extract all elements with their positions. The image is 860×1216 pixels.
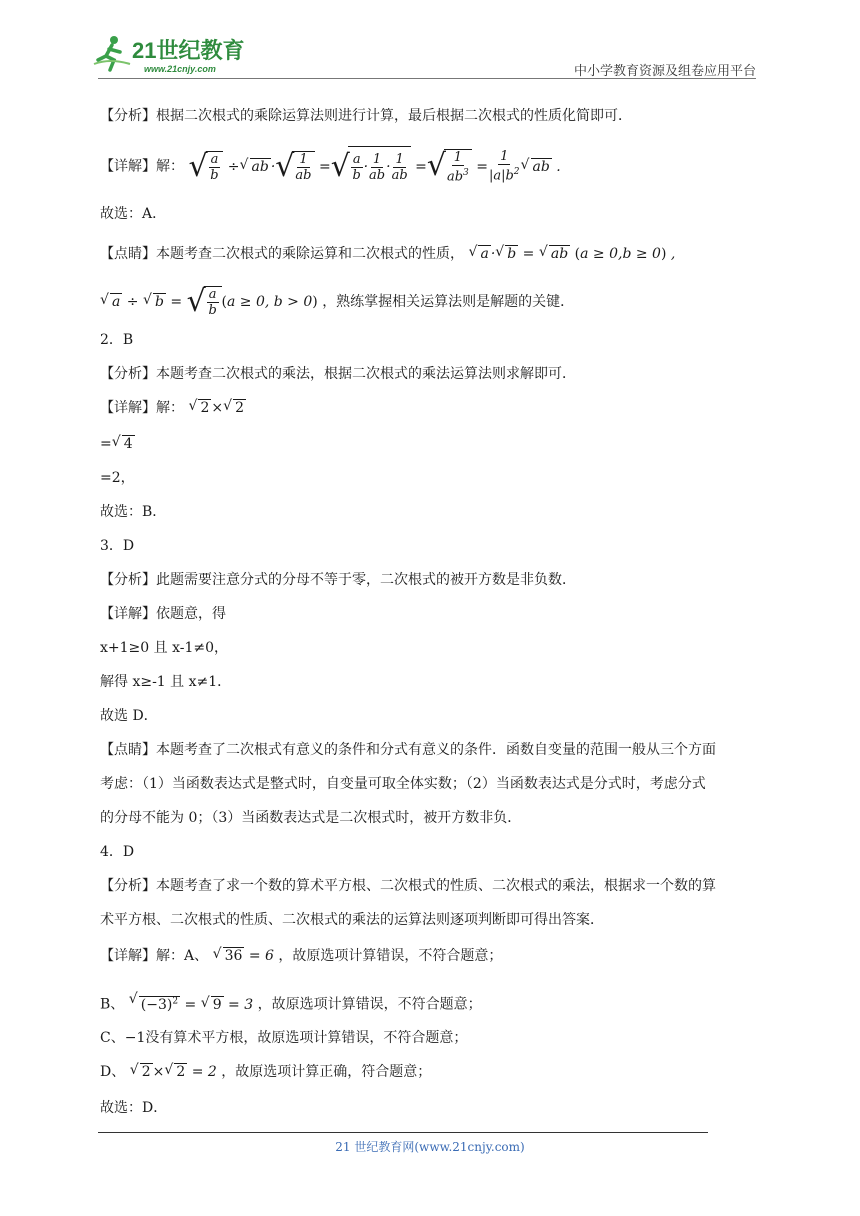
comment-text: 【点睛】本题考查二次根式的乘除运算和二次根式的性质， (100, 246, 464, 262)
comment-line-1 (100, 244, 675, 264)
footer-divider (98, 1132, 708, 1133)
option-label: B、 (100, 996, 125, 1013)
detail-line-1 (100, 146, 561, 186)
running-figure-icon (94, 36, 130, 70)
comment-line-2 (100, 284, 574, 320)
detail-label: 【详解】解：A、 (100, 948, 209, 964)
option-label: D、 (100, 1064, 126, 1080)
math-expression: √ $\frac{a}{b}$ ÷√ ab · √ $\frac{1}{ab}$ = √ $\frac{a}{b}$ · $\frac{1}{ab}$ · $\frac{1}{ab}$ = √ $\frac{1}{ab^3}$ = $\frac{1}{|a|b^2}$ √ ab . (188, 159, 560, 175)
header-divider (98, 78, 756, 79)
detail-label: 【详解】解： (100, 400, 184, 416)
svg-text:21世纪教育: 21世纪教育 (132, 38, 245, 63)
math-expression: √ 36 = 6 (213, 948, 274, 964)
detail-line-4 (100, 946, 502, 966)
answer-line-4: 故选：D． (100, 1100, 168, 1116)
detail-option-b (100, 986, 482, 1016)
detail-option-d (100, 1062, 431, 1082)
detail-step-1 (100, 434, 135, 454)
logo (92, 34, 262, 80)
math-expression: √ 2 ×√ 2 (188, 400, 246, 416)
detail-option-c: C、−1没有算术平方根，故原选项计算错误，不符合题意； (100, 1030, 468, 1046)
detail-step-2: =2， (100, 470, 135, 486)
answer-line-1: 故选：A． (100, 206, 167, 222)
page-header (0, 0, 860, 80)
detail-line-2 (100, 398, 246, 418)
comment-line-3: 【点睛】本题考查了二次根式有意义的条件和分式有意义的条件．函数自变量的范围一般从三个方面 (100, 742, 716, 758)
question-number-4: 4．D (100, 844, 135, 860)
detail-text: ，故原选项计算错误，不符合题意； (278, 948, 503, 964)
answer-line-3: 故选 D． (100, 708, 158, 724)
detail-step-4: 解得 x≥-1 且 x≠1． (100, 674, 232, 690)
math-expression: √ 2 ×√ 2 = 2 (130, 1064, 217, 1080)
header-platform-text: 中小学教育资源及组卷应用平台 (573, 64, 756, 79)
math-expression: √ a ·√ b = √ ab (a ≥ 0,b ≥ 0) , (468, 246, 675, 262)
detail-text: ，故原选项计算错误，不符合题意； (257, 996, 482, 1013)
comment-line-4: 考虑：（1）当函数表达式是整式时，自变量可取全体实数；（2）当函数表达式是分式时，考虑分式 (100, 776, 706, 792)
analysis-line-3: 【分析】此题需要注意分式的分母不等于零，二次根式的被开方数是非负数． (100, 572, 576, 588)
comment-text: ，熟练掌握相关运算法则是解题的关键． (322, 294, 575, 310)
analysis-line-5: 术平方根、二次根式的性质、二次根式的乘法的运算法则逐项判断即可得出答案． (100, 912, 604, 928)
math-expression: √ 4 (112, 434, 135, 454)
footer-link[interactable]: 21 世纪教育网(www.21cnjy.com) (335, 1140, 525, 1154)
question-number-2: 2．B (100, 332, 134, 348)
comment-line-5: 的分母不能为 0；（3）当函数表达式是二次根式时，被开方数非负． (100, 810, 522, 826)
detail-line-3: 【详解】依题意，得 (100, 606, 226, 622)
svg-text:www.21cnjy.com: www.21cnjy.com (144, 64, 216, 74)
detail-text: ，故原选项计算正确，符合题意； (221, 1064, 432, 1080)
analysis-line-4: 【分析】本题考查了求一个数的算术平方根、二次根式的性质、二次根式的乘法，根据求一个数的算 (100, 878, 716, 894)
equals-sign: = (100, 436, 112, 452)
analysis-line-2: 【分析】本题考查二次根式的乘法，根据二次根式的乘法运算法则求解即可． (100, 366, 576, 382)
detail-step-3: x+1≥0 且 x-1≠0， (100, 640, 228, 656)
detail-label: 【详解】解： (100, 158, 184, 175)
question-number-3: 3．D (100, 538, 135, 554)
analysis-line-1: 【分析】根据二次根式的乘除运算法则进行计算，最后根据二次根式的性质化简即可． (100, 108, 632, 124)
math-expression: √ a ÷ √ b = √ $\frac{a}{b}$ (a ≥ 0, b > 0) (100, 294, 318, 310)
answer-line-2: 故选：B． (100, 504, 167, 520)
math-expression: √ $(-3)^2$ = √ 9 = 3 (129, 997, 253, 1013)
